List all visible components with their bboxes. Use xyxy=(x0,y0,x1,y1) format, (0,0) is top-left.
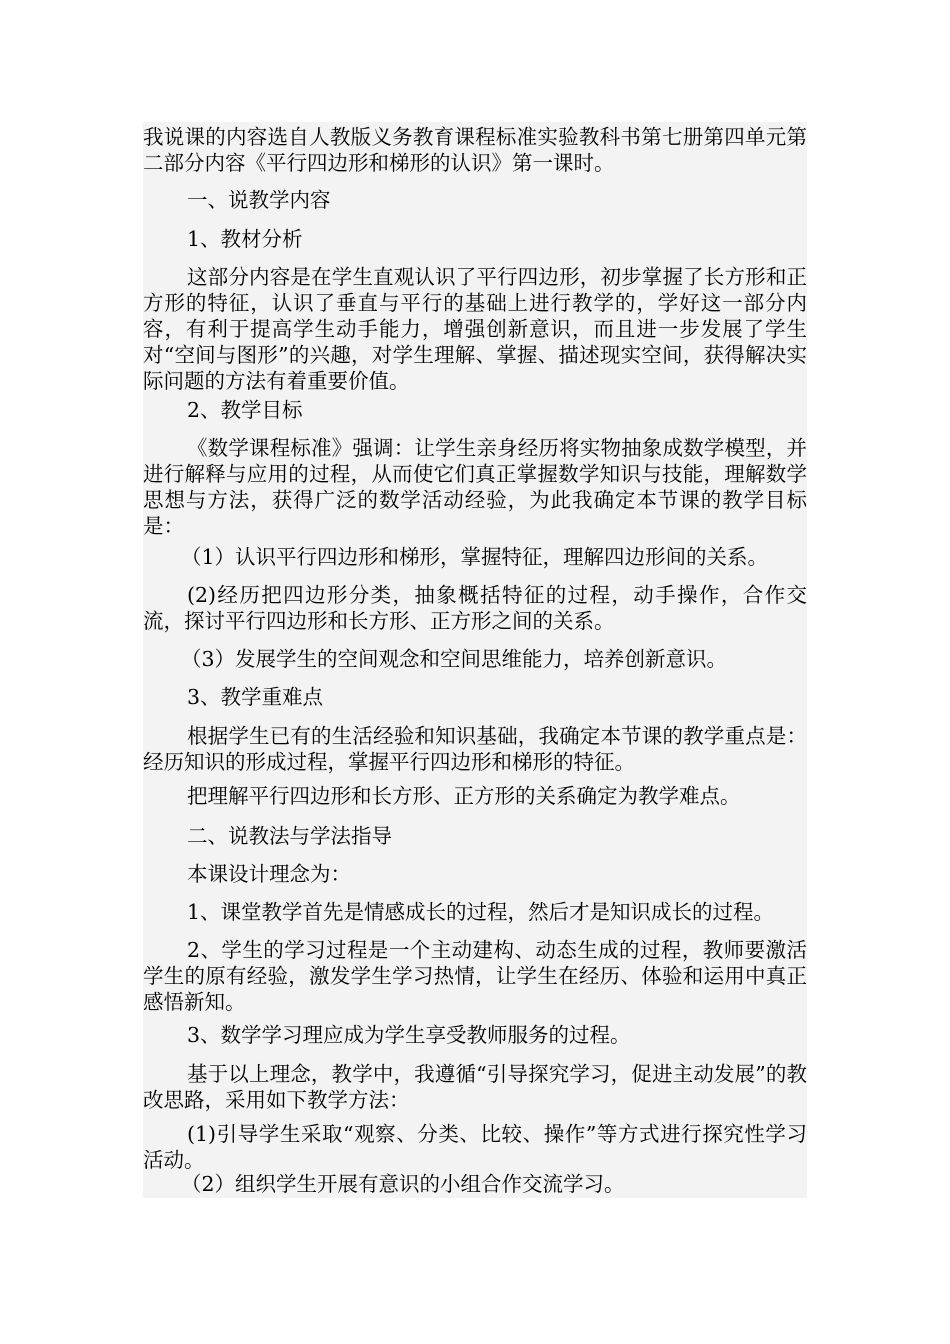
concept-item-1: 1、课堂教学首先是情感成长的过程，然后才是知识成长的过程。 xyxy=(187,900,775,924)
goal-item-3: （3）发展学生的空间观念和空间思维能力，培养创新意识。 xyxy=(181,647,728,671)
method-item-2: （2）组织学生开展有意识的小组合作交流学习。 xyxy=(181,1172,625,1196)
subheading-material-analysis: 1、教材分析 xyxy=(187,227,303,251)
difficulty-paragraph: 把理解平行四边形和长方形、正方形的关系确定为教学难点。 xyxy=(187,784,741,808)
subheading-teaching-goals: 2、教学目标 xyxy=(187,398,303,422)
concept-item-2: 2、学生的学习过程是一个主动建构、动态生成的过程，教师要激活学生的原有经验，激发学生学习热情，让学生在经历、体验和运用中真正感悟新知。 xyxy=(143,938,807,1014)
teaching-method-intro: 基于以上理念，教学中，我遵循“引导探究学习，促进主动发展”的教改思路，采用如下教学方法： xyxy=(143,1062,807,1112)
section-heading-1: 一、说教学内容 xyxy=(187,188,331,212)
subheading-key-points: 3、教学重难点 xyxy=(187,685,324,709)
section-heading-2: 二、说教法与学法指导 xyxy=(187,824,392,848)
intro-paragraph: 我说课的内容选自人教版义务教育课程标准实验教科书第七册第四单元第二部分内容《平行四边形和梯形的认识》第一课时。 xyxy=(143,125,807,175)
design-concept-intro: 本课设计理念为： xyxy=(187,862,351,886)
goal-item-1: （1）认识平行四边形和梯形，掌握特征，理解四边形间的关系。 xyxy=(181,545,769,569)
text-block xyxy=(143,122,807,1198)
goal-item-2: (2)经历把四边形分类，抽象概括特征的过程，动手操作，合作交流，探讨平行四边形和长方形、正方形之间的关系。 xyxy=(143,583,807,633)
key-points-paragraph: 根据学生已有的生活经验和知识基础，我确定本节课的教学重点是：经历知识的形成过程，掌握平行四边形和梯形的特征。 xyxy=(143,724,807,774)
material-analysis-paragraph: 这部分内容是在学生直观认识了平行四边形，初步掌握了长方形和正方形的特征，认识了垂直与平行的基础上进行教学的，学好这一部分内容，有利于提高学生动手能力，增强创新意识，而且进一步发展了学生对“空间与图形”的兴趣，对学生理解、掌握、描述现实空间，获得解决实际问题的方法有着重要价值。 xyxy=(143,265,807,393)
method-item-1: (1)引导学生采取“观察、分类、比较、操作”等方式进行探究性学习活动。 xyxy=(143,1122,807,1172)
concept-item-3: 3、数学学习理应成为学生享受教师服务的过程。 xyxy=(187,1023,631,1047)
curriculum-standard-paragraph: 《数学课程标准》强调：让学生亲身经历将实物抽象成数学模型，并进行解释与应用的过程，从而使它们真正掌握数学知识与技能，理解数学思想与方法，获得广泛的数学活动经验，为此我确定本节课的教学目标是： xyxy=(143,436,807,538)
